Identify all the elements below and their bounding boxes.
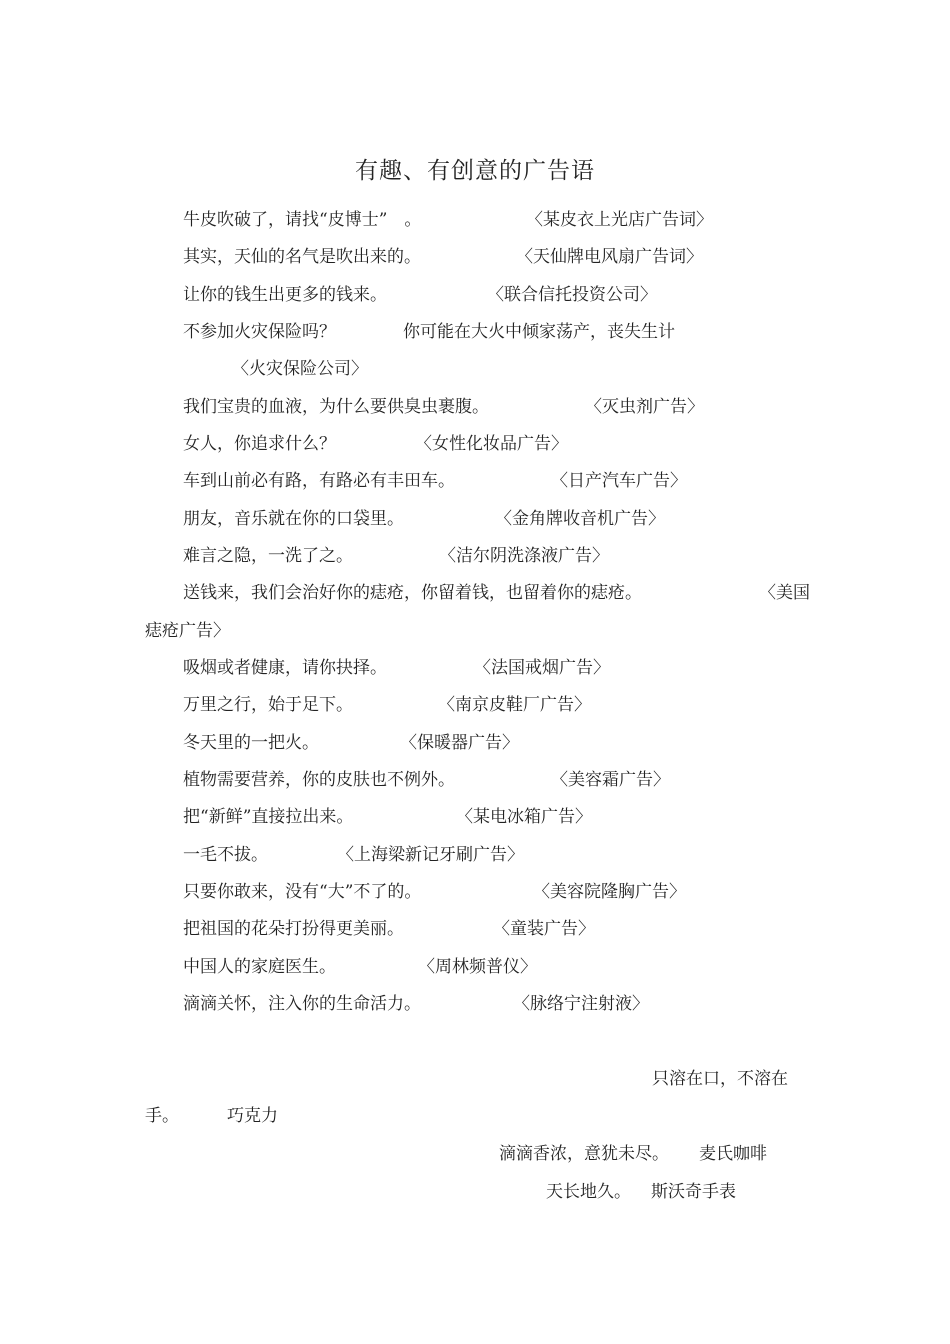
ad-source: 〈南京皮鞋厂广告〉 bbox=[438, 695, 591, 715]
ad-source: 〈美容院隆胸广告〉 bbox=[533, 882, 686, 902]
ad-source: 〈洁尔阴洗涤液广告〉 bbox=[439, 546, 609, 566]
ad-entry bbox=[183, 470, 743, 492]
ad-source: 巧克力 bbox=[227, 1106, 278, 1126]
ad-slogan: 只要你敢来，没有“大”不了的。 bbox=[183, 882, 422, 902]
ad-entry-continuation bbox=[232, 358, 532, 380]
ad-entry bbox=[183, 545, 743, 567]
ad-source: 〈周林频普仪〉 bbox=[418, 957, 537, 977]
ad-slogan: 把“新鲜”直接拉出来。 bbox=[183, 807, 354, 827]
ad-source: 〈联合信托投资公司〉 bbox=[487, 285, 657, 305]
ad-slogan: 朋友，音乐就在你的口袋里。 bbox=[183, 509, 404, 529]
ad-source: 斯沃奇手表 bbox=[651, 1182, 736, 1202]
ad-source: 〈天仙牌电风扇广告词〉 bbox=[516, 247, 703, 267]
ad-note: 你可能在大火中倾家荡产，丧失生计 bbox=[403, 322, 675, 342]
ad-slogan: 万里之行，始于足下。 bbox=[183, 695, 353, 715]
ad-slogan: 吸烟或者健康，请你抉择。 bbox=[183, 658, 387, 678]
ad-source: 〈某皮衣上光店广告词〉 bbox=[526, 210, 713, 230]
ad-entry bbox=[183, 806, 743, 828]
ad-slogan: 手。 bbox=[145, 1106, 179, 1126]
ad-slogan: 我们宝贵的血液，为什么要供臭虫裹腹。 bbox=[183, 397, 489, 417]
ad-entry bbox=[183, 844, 743, 866]
ad-source: 痣疮广告〉 bbox=[145, 621, 230, 641]
ad-entry bbox=[183, 769, 743, 791]
ad-source: 〈某电冰箱广告〉 bbox=[456, 807, 592, 827]
ad-slogan: 滴滴关怀，注入你的生命活力。 bbox=[183, 994, 421, 1014]
ad-entry bbox=[183, 433, 743, 455]
ad-source: 〈童装广告〉 bbox=[493, 919, 595, 939]
ad-slogan: 天长地久。 bbox=[546, 1182, 631, 1202]
ad-slogan: 女人，你追求什么？ bbox=[183, 434, 336, 454]
ad-slogan: 送钱来，我们会治好你的痣疮，你留着钱，也留着你的痣疮。 bbox=[183, 583, 642, 603]
ad-source: 〈保暖器广告〉 bbox=[400, 733, 519, 753]
ad-entry bbox=[652, 1068, 812, 1090]
ad-slogan: 中国人的家庭医生。 bbox=[183, 957, 336, 977]
ad-slogan: 把祖国的花朵打扮得更美丽。 bbox=[183, 919, 404, 939]
ad-source: 〈脉络宁注射液〉 bbox=[513, 994, 649, 1014]
ad-slogan: 植物需要营养，你的皮肤也不例外。 bbox=[183, 770, 455, 790]
ad-entry bbox=[183, 246, 743, 268]
ad-entry bbox=[183, 508, 743, 530]
ad-slogan: 滴滴香浓，意犹未尽。 bbox=[499, 1144, 669, 1164]
ad-source: 〈火灾保险公司〉 bbox=[232, 359, 368, 379]
ad-slogan: 牛皮吹破了，请找“皮博士” 。 bbox=[183, 210, 422, 230]
ad-entry bbox=[183, 582, 823, 604]
ad-source: 〈日产汽车广告〉 bbox=[551, 471, 687, 491]
ad-slogan: 让你的钱生出更多的钱来。 bbox=[183, 285, 387, 305]
ad-entry-continuation bbox=[145, 1105, 345, 1127]
ad-slogan: 只溶在口，不溶在 bbox=[652, 1069, 788, 1089]
ad-source: 〈灭虫剂广告〉 bbox=[585, 397, 704, 417]
ad-entry bbox=[183, 956, 743, 978]
ad-source: 〈上海梁新记牙刷广告〉 bbox=[337, 845, 524, 865]
ad-entry bbox=[183, 694, 743, 716]
ad-slogan: 其实，天仙的名气是吹出来的。 bbox=[183, 247, 421, 267]
ad-slogan: 不参加火灾保险吗？ bbox=[183, 322, 336, 342]
ad-entry bbox=[183, 209, 743, 231]
ad-source: 〈法国戒烟广告〉 bbox=[474, 658, 610, 678]
ad-entry bbox=[183, 396, 743, 418]
ad-slogan: 一毛不拔。 bbox=[183, 845, 268, 865]
ad-entry bbox=[183, 881, 743, 903]
ad-source: 〈美国 bbox=[759, 583, 810, 603]
ad-source: 〈女性化妆品广告〉 bbox=[415, 434, 568, 454]
ad-entry bbox=[499, 1143, 789, 1165]
ad-entry bbox=[183, 993, 743, 1015]
ad-source: 麦氏咖啡 bbox=[699, 1144, 767, 1164]
ad-entry bbox=[183, 321, 743, 343]
ad-entry bbox=[183, 918, 743, 940]
ad-entry bbox=[183, 284, 743, 306]
ad-slogan: 难言之隐，一洗了之。 bbox=[183, 546, 353, 566]
ad-entry bbox=[183, 732, 743, 754]
ad-source: 〈金角牌收音机广告〉 bbox=[495, 509, 665, 529]
ad-entry-continuation bbox=[145, 620, 445, 642]
document-title: 有趣、有创意的广告语 bbox=[355, 158, 595, 184]
ad-slogan: 冬天里的一把火。 bbox=[183, 733, 319, 753]
ad-entry bbox=[546, 1181, 786, 1203]
ad-entry bbox=[183, 657, 743, 679]
ad-source: 〈美容霜广告〉 bbox=[551, 770, 670, 790]
ad-slogan: 车到山前必有路，有路必有丰田车。 bbox=[183, 471, 455, 491]
